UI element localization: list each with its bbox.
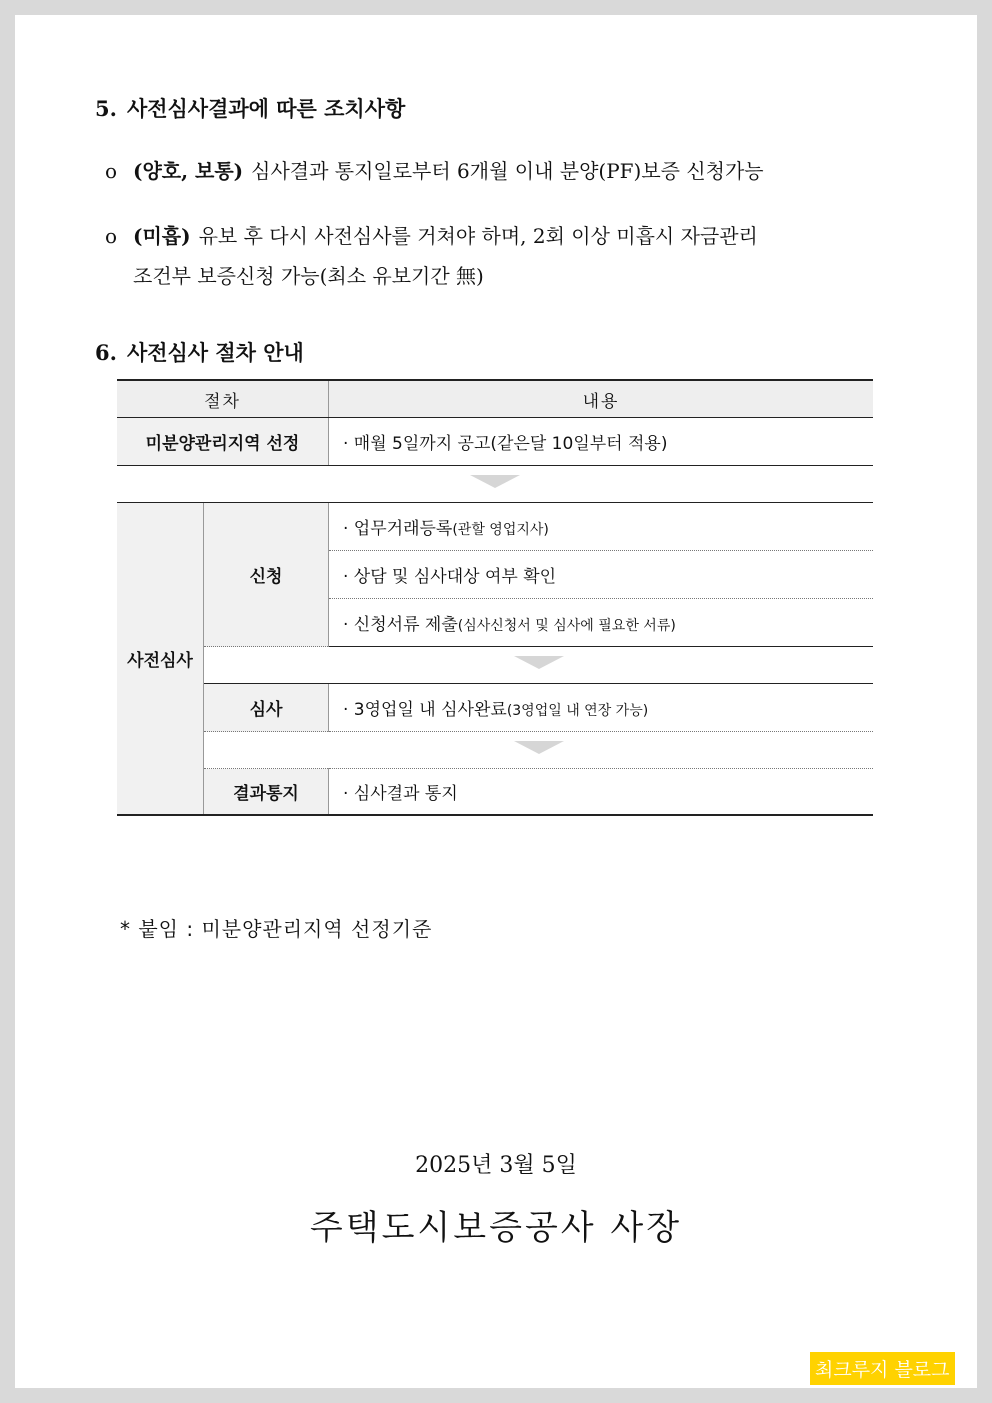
apply-item-main: · 업무거래등록 xyxy=(343,519,453,539)
pre-review-label: 사전심사 xyxy=(117,503,204,815)
table-row xyxy=(117,503,873,551)
section-title: 사전심사 절차 안내 xyxy=(126,340,304,365)
result-label: 결과통지 xyxy=(204,769,329,815)
chevron-down-icon xyxy=(470,475,520,489)
apply-item xyxy=(329,503,874,551)
blog-watermark: 최크루지 블로그 xyxy=(810,1352,955,1385)
apply-item xyxy=(329,599,874,647)
apply-item-main: · 신청서류 제출 xyxy=(343,615,458,635)
apply-item-main: · 상담 및 심사대상 여부 확인 xyxy=(343,567,557,587)
apply-item-note: (관할 영업지사) xyxy=(452,522,549,538)
header-content: 내용 xyxy=(329,380,874,418)
section-number: 5. xyxy=(95,96,117,121)
apply-item-note: (심사신청서 및 심사에 필요한 서류) xyxy=(457,618,676,634)
designation-text: · 매월 5일까지 공고(같은달 10일부터 적용) xyxy=(329,418,874,466)
arrow-row xyxy=(117,647,873,684)
review-item-main: · 3영업일 내 심사완료 xyxy=(343,700,507,720)
section-6-heading xyxy=(95,337,304,367)
attachment-note: * 붙임 : 미분양관리지역 선정기준 xyxy=(120,917,433,941)
arrow-cell xyxy=(204,732,874,769)
review-label: 심사 xyxy=(204,684,329,732)
result-item: · 심사결과 통지 xyxy=(329,769,874,815)
arrow-row xyxy=(117,466,873,503)
section-number: 6. xyxy=(95,340,117,365)
arrow-cell xyxy=(117,466,873,503)
section-title: 사전심사결과에 따른 조치사항 xyxy=(126,96,406,121)
apply-label: 신청 xyxy=(204,503,329,647)
bullet-tag: (양호, 보통) xyxy=(133,159,244,183)
arrow-row xyxy=(117,732,873,769)
chevron-down-icon xyxy=(514,656,564,670)
bullet-item xyxy=(105,216,758,296)
document-date: 2025년 3월 5일 xyxy=(415,1153,577,1178)
signature: 주택도시보증공사 사장 xyxy=(309,1208,683,1248)
table-row xyxy=(117,684,873,732)
chevron-down-icon xyxy=(514,741,564,755)
apply-item xyxy=(329,551,874,599)
bullet-text: 심사결과 통지일로부터 6개월 이내 분양(PF)보증 신청가능 xyxy=(251,159,764,183)
bullet-text: 유보 후 다시 사전심사를 거쳐야 하며, 2회 이상 미흡시 자금관리 xyxy=(198,224,758,248)
table-row xyxy=(117,769,873,815)
bullet-mark: o xyxy=(105,224,118,248)
table-row xyxy=(117,418,873,466)
header-step: 절차 xyxy=(117,380,329,418)
review-item xyxy=(329,684,874,732)
designation-label: 미분양관리지역 선정 xyxy=(117,418,329,466)
document-page xyxy=(15,15,977,1388)
bullet-tag: (미흡) xyxy=(133,224,191,248)
review-item-note: (3영업일 내 연장 가능) xyxy=(506,703,649,719)
bullet-mark: o xyxy=(105,159,118,183)
bullet-continuation: 조건부 보증신청 가능(최소 유보기간 無) xyxy=(133,264,484,288)
arrow-cell xyxy=(204,647,874,684)
table-header-row xyxy=(117,380,873,418)
procedure-table xyxy=(117,379,873,816)
bullet-item xyxy=(105,151,764,191)
section-5-heading xyxy=(95,93,405,123)
